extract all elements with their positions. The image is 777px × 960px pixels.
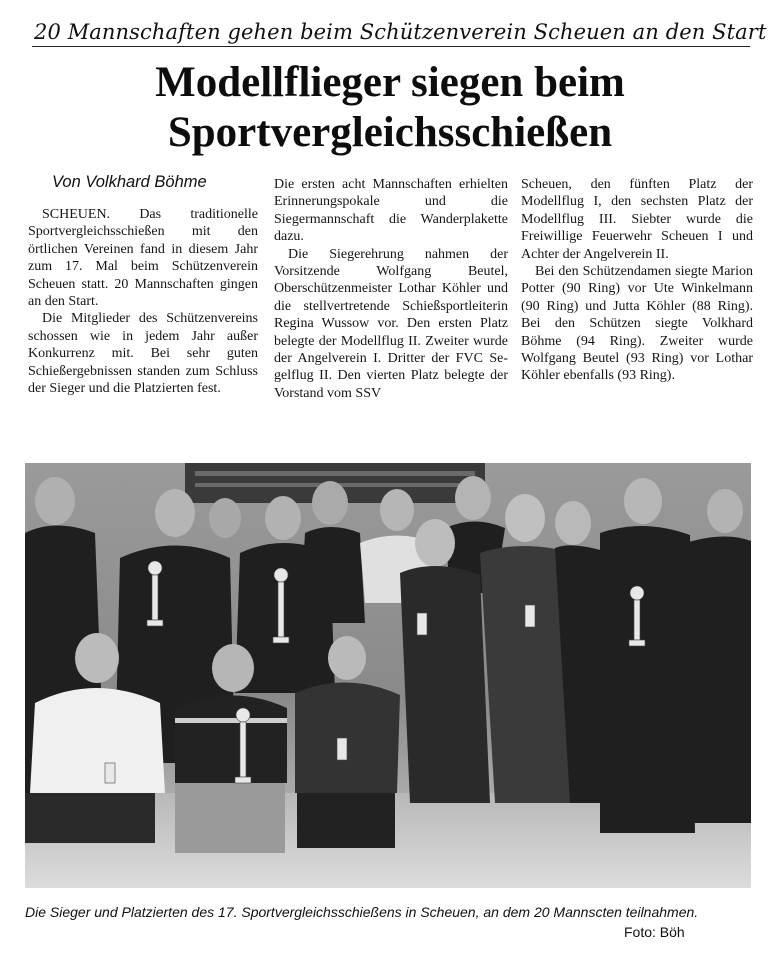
article-column-3 <box>521 176 753 385</box>
group-photo <box>25 463 751 888</box>
kicker-rule <box>32 46 750 47</box>
kicker-line: 20 Mannschaften gehen beim Schützenverein Scheuen an den Start <box>34 20 767 44</box>
article-column-2 <box>274 176 508 402</box>
article-column-1 <box>28 206 258 397</box>
paragraph: Die ersten acht Mannschaften erhielten Erinnerungspokale und die Siegermannschaft die Wanderplakette dazu. <box>274 177 508 245</box>
paragraph: Die Mitglieder des Schützenvereins schossen wie in jedem Jahr außer Konkurrenz mit. Bei sehr guten Schießergebnissen standen zum Schluss der Sieger und die Platzierten fest. <box>28 311 258 397</box>
headline: Modellflieger siegen beim Sportvergleichsschießen <box>155 59 625 156</box>
paragraph: Die Siegerehrung nahmen der Vorsitzende Wolfgang Beutel, Oberschützenmeister Lothar Köhler und die stellvertretende Schießsportleiterin Regina Wussow vor. Den ersten Platz belegte der Modellflug II. Zweiter wurde der Angelverein I. Dritter der FVC Segelflug II. Den vierten Platz belegte der Vorstand vom SSV <box>274 246 508 401</box>
paragraph: Bei den Schützendamen siegte Marion Potter (90 Ring) vor Ute Winkelmann (90 Ring) und Jutta Köhler (88 Ring). Bei den Schützen siegte Volkhard Böhme (94 Ring). Zweiter wurde Wolfgang Beutel (93 Ring) vor Lothar Köhler ebenfalls (93 Ring). <box>521 264 753 384</box>
photo-caption: Die Sieger und Platzierten des 17. Sportvergleichsschießens in Scheuen, an dem 20 Mannscten teilnahmen. <box>25 904 699 920</box>
photo-credit: Foto: Böh <box>624 924 685 940</box>
byline: Von Volkhard Böhme <box>52 173 207 191</box>
group-photo-illustration <box>25 463 751 888</box>
paragraph: SCHEUEN. Das traditionelle Sportvergleichsschießen mit den örtlichen Vereinen fand in diesem Jahr zum 17. Mal beim Schützenverein Scheuen statt. 20 Mannschaften gingen an den Start. <box>28 207 258 310</box>
paragraph: Scheuen, den fünften Platz der Modellflug I, den sechsten Platz der Modellflug III. Siebter wurde die Freiwillige Feuerwehr Scheuen I und Achter der Angelverein II. <box>521 177 753 262</box>
